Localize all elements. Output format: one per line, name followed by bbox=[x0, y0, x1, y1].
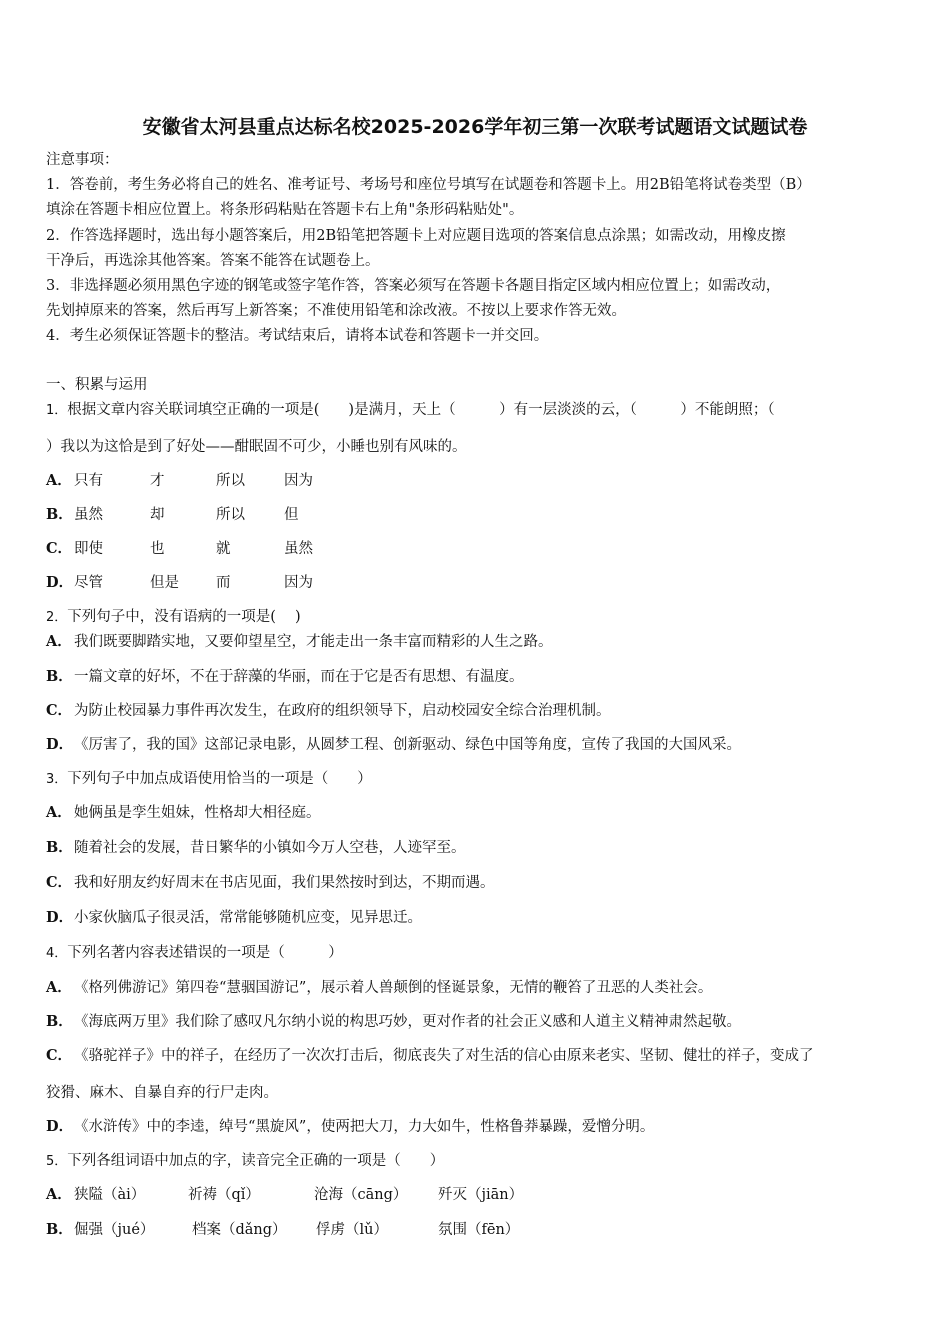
option-c-cont: 狡猾、麻木、自暴自弃的行尸走肉。 bbox=[46, 1085, 278, 1101]
option-label: A． bbox=[46, 979, 72, 996]
option-word: 所以 bbox=[216, 473, 245, 489]
option-label: A． bbox=[46, 633, 72, 650]
option-c bbox=[46, 701, 611, 721]
option-word: 虽然 bbox=[74, 507, 103, 523]
notice-line: 2．作答选择题时，选出每小题答案后，用2B铅笔把答题卡上对应题目选项的答案信息点涂黑；如需改动，用橡皮擦 bbox=[46, 228, 786, 244]
option-word: 但 bbox=[284, 507, 299, 523]
page-title: 安徽省太河县重点达标名校2025-2026学年初三第一次联考试题语文试题试卷 bbox=[142, 116, 808, 138]
option-text: 我和好朋友约好周末在书店见面，我们果然按时到达，不期而遇。 bbox=[74, 875, 495, 891]
option-label: C． bbox=[46, 540, 73, 557]
option-label: D． bbox=[46, 574, 74, 591]
question-number: 2． bbox=[46, 610, 68, 625]
option-word: 也 bbox=[150, 541, 165, 557]
question-4 bbox=[46, 943, 343, 964]
option-word: 即使 bbox=[74, 541, 103, 557]
option-a bbox=[46, 632, 553, 652]
question-number: 4． bbox=[46, 946, 68, 961]
notice-line: 填涂在答题卡相应位置上。将条形码粘贴在答题卡右上角"条形码粘贴处"。 bbox=[46, 202, 524, 218]
option-label: B． bbox=[46, 1221, 73, 1238]
option-word: 倔强（jué） bbox=[74, 1222, 155, 1238]
question-text: 根据文章内容关联词填空正确的一项是( )是满月，天上（ ）有一层淡淡的云，（ ）不能朗照；（ bbox=[67, 402, 775, 418]
option-label: C． bbox=[46, 1047, 73, 1064]
option-label: A． bbox=[46, 804, 72, 821]
option-label: B． bbox=[46, 668, 73, 685]
option-word: 所以 bbox=[216, 507, 245, 523]
option-word: 因为 bbox=[284, 473, 313, 489]
option-a bbox=[46, 803, 321, 823]
question-text-cont: ）我以为这恰是到了好处——酣眠固不可少，小睡也别有风味的。 bbox=[46, 439, 467, 455]
option-label: C． bbox=[46, 874, 73, 891]
option-text: 《水浒传》中的李逵，绰号“黑旋风”，使两把大刀，力大如牛，性格鲁莽暴躁，爱憎分明。 bbox=[74, 1119, 655, 1135]
question-number: 5． bbox=[46, 1154, 68, 1169]
option-text: 《骆驼祥子》中的祥子，在经历了一次次打击后，彻底丧失了对生活的信心由原来老实、坚韧、健壮的祥子，变成了 bbox=[74, 1048, 814, 1064]
notice-heading: 注意事项： bbox=[46, 152, 119, 168]
option-label: D． bbox=[46, 1118, 74, 1135]
option-a bbox=[46, 978, 712, 998]
option-word: 沧海（cāng） bbox=[314, 1187, 408, 1203]
option-b bbox=[46, 1012, 741, 1032]
option-word: 却 bbox=[150, 507, 165, 523]
option-word: 尽管 bbox=[74, 575, 103, 591]
option-word: 氛围（fēn） bbox=[438, 1222, 520, 1238]
question-number: 3． bbox=[46, 772, 68, 787]
option-text: 小家伙脑瓜子很灵活，常常能够随机应变，见异思迁。 bbox=[74, 910, 422, 926]
option-text: 《格列佛游记》第四卷“慧骃国游记”，展示着人兽颠倒的怪诞景象，无情的鞭笞了丑恶的人类社会。 bbox=[74, 980, 713, 996]
question-1 bbox=[46, 400, 775, 421]
notice-line: 干净后，再选涂其他答案。答案不能答在试题卷上。 bbox=[46, 253, 380, 269]
option-c bbox=[46, 873, 495, 893]
option-word: 而 bbox=[216, 575, 231, 591]
option-label: A． bbox=[46, 1186, 72, 1203]
question-3 bbox=[46, 769, 372, 790]
notice-line: 3．非选择题必须用黑色字迹的钢笔或签字笔作答，答案必须写在答题卡各题目指定区域内相应位置上；如需改动， bbox=[46, 278, 781, 294]
option-word: 虽然 bbox=[284, 541, 313, 557]
option-label: A． bbox=[46, 472, 72, 489]
option-d bbox=[46, 908, 422, 928]
option-label: B． bbox=[46, 839, 73, 856]
option-word: 俘虏（lǔ） bbox=[316, 1222, 388, 1238]
option-word: 但是 bbox=[150, 575, 179, 591]
question-text: 下列句子中加点成语使用恰当的一项是（ ） bbox=[67, 771, 372, 787]
option-word: 就 bbox=[216, 541, 231, 557]
option-d bbox=[46, 1117, 654, 1137]
option-label: C． bbox=[46, 702, 73, 719]
option-label: D． bbox=[46, 736, 74, 753]
option-text: 一篇文章的好坏，不在于辞藻的华丽，而在于它是否有思想、有温度。 bbox=[74, 669, 524, 685]
question-5 bbox=[46, 1151, 444, 1172]
option-label: B． bbox=[46, 1013, 73, 1030]
option-d bbox=[46, 735, 741, 755]
option-word: 因为 bbox=[284, 575, 313, 591]
option-word: 狭隘（ài） bbox=[74, 1187, 146, 1203]
notice-line: 先划掉原来的答案，然后再写上新答案；不准使用铅笔和涂改液。不按以上要求作答无效。 bbox=[46, 303, 626, 319]
option-text: 《海底两万里》我们除了感叹凡尔纳小说的构思巧妙，更对作者的社会正义感和人道主义精神肃然起敬。 bbox=[74, 1014, 741, 1030]
question-text: 下列句子中，没有语病的一项是( ) bbox=[67, 609, 301, 625]
question-text: 下列名著内容表述错误的一项是（ ） bbox=[67, 945, 343, 961]
option-text: 随着社会的发展，昔日繁华的小镇如今万人空巷，人迹罕至。 bbox=[74, 840, 466, 856]
option-text: 我们既要脚踏实地，又要仰望星空，才能走出一条丰富而精彩的人生之路。 bbox=[74, 634, 553, 650]
option-b bbox=[46, 667, 524, 687]
question-text: 下列各组词语中加点的字，读音完全正确的一项是（ ） bbox=[67, 1153, 445, 1169]
option-word: 祈祷（qǐ） bbox=[188, 1187, 260, 1203]
option-c bbox=[46, 1046, 814, 1066]
option-word: 才 bbox=[150, 473, 165, 489]
option-text: 为防止校园暴力事件再次发生，在政府的组织领导下，启动校园安全综合治理机制。 bbox=[74, 703, 611, 719]
option-word: 档案（dǎng） bbox=[192, 1222, 287, 1238]
section-heading: 一、积累与运用 bbox=[46, 377, 148, 393]
question-number: 1． bbox=[46, 403, 68, 418]
option-word: 歼灭（jiān） bbox=[438, 1187, 524, 1203]
option-b bbox=[46, 838, 466, 858]
question-2 bbox=[46, 607, 301, 628]
option-label: D． bbox=[46, 909, 74, 926]
notice-line: 4．考生必须保证答题卡的整洁。考试结束后，请将本试卷和答题卡一并交回。 bbox=[46, 328, 549, 344]
notice-line: 1．答卷前，考生务必将自己的姓名、准考证号、考场号和座位号填写在试题卷和答题卡上。用2B铅笔将试卷类型（B） bbox=[46, 177, 811, 193]
option-text: 《厉害了，我的国》这部记录电影，从圆梦工程、创新驱动、绿色中国等角度，宣传了我国的大国风采。 bbox=[74, 737, 741, 753]
option-text: 她俩虽是孪生姐妹，性格却大相径庭。 bbox=[74, 805, 321, 821]
option-word: 只有 bbox=[74, 473, 103, 489]
option-label: B． bbox=[46, 506, 73, 523]
